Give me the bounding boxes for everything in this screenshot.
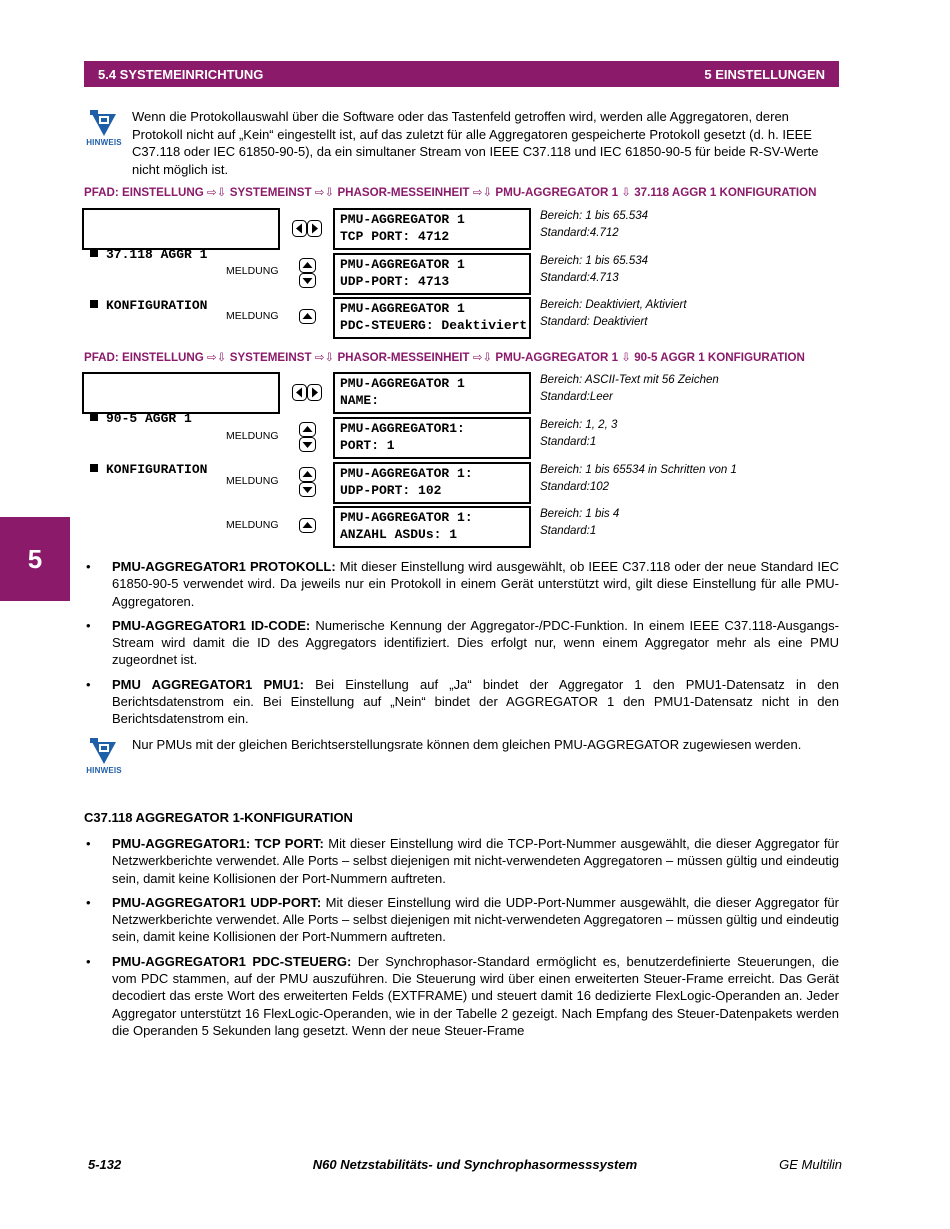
setting-line: TCP PORT: 4712 <box>340 229 450 244</box>
bullet-dot-icon: • <box>86 836 91 851</box>
setting-range <box>540 297 687 330</box>
setting-range <box>540 372 719 405</box>
setting-range <box>540 506 619 539</box>
note-block <box>84 108 839 178</box>
path-part: SYSTEMEINST <box>229 351 312 364</box>
setting-box <box>333 297 531 339</box>
setting-range <box>540 417 617 450</box>
path-part: SYSTEMEINST <box>229 186 312 199</box>
path-arrow-icon: ⇨⇩ <box>472 186 493 199</box>
menu-path <box>84 350 805 364</box>
default-text: Standard: Deaktiviert <box>540 315 648 328</box>
item-text: Bei Einstellung auf „Ja“ bindet der Aggregator 1 den PMU1-Datensatz in den Berichtsdatenstrom ein. Bei Einstellung auf „Nein“ bindet der AGGREGATOR 1 den PMU1-Datensatz nicht in den Berichtsdatenstrom ein. <box>112 676 839 727</box>
item-term: PMU-AGGREGATOR1 PDC-STEUERG: <box>112 953 352 969</box>
setting-range <box>540 462 737 495</box>
meldung-label: MELDUNG <box>226 310 279 322</box>
note-hand-icon <box>86 108 122 138</box>
setting-box <box>333 372 531 414</box>
item-text: Mit dieser Einstellung wird die TCP-Port-Nummer ausgewählt, die dieser Aggregator für Netzwerkberichte verwendet. Alle Ports – selbst diejenigen mit nicht-verwendeten Aggregatoren – müssen gültig und eindeutig sein, damit keine Kollisionen der Port-Nummern auftreten. <box>112 836 839 886</box>
setting-line: ANZAHL ASDUs: 1 <box>340 527 458 542</box>
default-text: Standard:102 <box>540 480 610 493</box>
bullet-dot-icon: • <box>86 894 91 910</box>
item-text: Der Synchrophasor-Standard ermöglicht es, benutzerdefinierte Steuerungen, die vom PDC stammen, auf der PMU auszuführen. Die Steuerung wird über einen erweiterten Steuer-Frame erreicht. Das Gerät decodiert das erste Wort des erweiterten Felds (EXTFRAME) und steuert damit 16 dedizierte FlexLogic-Operanden an. Jeder Aggregator unterstützt 16 FlexLogic-Operanden, wie in der Tabelle 2 gezeigt. Nach Empfang des Steuer-Datenpakets werden die Operanden 5 Sekunden lang gesetzt. Wenn der neue Steuer-Frame <box>112 953 839 1038</box>
path-part: PHASOR-MESSEINHEIT <box>337 351 470 364</box>
list-item <box>84 953 839 1039</box>
list-item <box>84 676 839 728</box>
bullet-dot-icon: • <box>86 953 91 969</box>
setting-line: PMU-AGGREGATOR 1: <box>340 466 473 481</box>
setting-line: PMU-AGGREGATOR 1 <box>340 376 465 391</box>
list-item <box>84 894 839 946</box>
setting-line: PDC-STEUERG: Deaktiviert <box>340 318 528 333</box>
setting-line: PMU-AGGREGATOR 1: <box>340 510 473 525</box>
setting-line: NAME: <box>340 393 380 408</box>
bullet-dot-icon: • <box>86 676 91 692</box>
path-part: PMU-AGGREGATOR 1 <box>495 186 619 199</box>
note-icon-wrap <box>84 108 124 147</box>
setting-box <box>333 417 531 459</box>
item-term: PMU-AGGREGATOR1 PROTOKOLL: <box>112 559 336 574</box>
menu-header-line: KONFIGURATION <box>106 462 208 477</box>
up-key-icon <box>299 518 316 533</box>
header-section: 5.4 SYSTEMEINRICHTUNG <box>98 66 264 82</box>
footer-brand: GE Multilin <box>779 1157 842 1172</box>
item-text: Mit dieser Einstellung wird die UDP-Port-Nummer ausgewählt, die dieser Aggregator für Netzwerkberichte verwendet. Alle Ports – selbst diejenigen mit nicht-verwendeten Aggregatoren – müssen gültig und eindeutig sein, damit keine Kollisionen der Port-Nummern auftreten. <box>112 894 839 945</box>
default-text: Standard:4.712 <box>540 226 619 239</box>
bullet-square-icon <box>90 249 98 257</box>
up-down-keys-icon <box>299 467 316 497</box>
path-arrow-icon: ⇨⇩ <box>314 186 335 199</box>
note-text: Nur PMUs mit der gleichen Berichtserstellungsrate können dem gleichen PMU-AGGREGATOR zugewiesen werden. <box>132 737 802 752</box>
setting-box <box>333 253 531 295</box>
path-part: PFAD: EINSTELLUNG <box>84 186 204 199</box>
menu-header-line: 37.118 AGGR 1 <box>106 247 208 262</box>
path-part: 90-5 AGGR 1 KONFIGURATION <box>634 351 805 364</box>
setting-line: PMU-AGGREGATOR 1 <box>340 212 465 227</box>
up-key-icon <box>299 309 316 324</box>
range-text: Bereich: 1 bis 65.534 <box>540 255 649 267</box>
path-part: 37.118 AGGR 1 KONFIGURATION <box>634 186 817 199</box>
range-text: Bereich: 1, 2, 3 <box>540 419 618 431</box>
item-term: PMU-AGGREGATOR1 UDP-PORT: <box>112 894 322 910</box>
bullet-dot-icon: • <box>86 617 91 633</box>
left-right-keys-icon <box>292 384 322 401</box>
path-arrow-icon: ⇩ <box>621 351 631 364</box>
setting-box <box>333 462 531 504</box>
up-down-keys-icon <box>299 258 316 288</box>
section-heading: C37.118 AGGREGATOR 1-KONFIGURATION <box>84 810 353 825</box>
list-item <box>84 558 839 610</box>
page-number: 5-132 <box>88 1157 122 1172</box>
meldung-label: MELDUNG <box>226 519 279 531</box>
setting-box <box>333 506 531 548</box>
menu-header-line: KONFIGURATION <box>106 298 208 313</box>
range-text: Bereich: 1 bis 65.534 <box>540 210 649 222</box>
list-item <box>84 617 839 669</box>
meldung-label: MELDUNG <box>226 265 279 277</box>
setting-line: UDP-PORT: 102 <box>340 483 442 498</box>
item-term: PMU AGGREGATOR1 PMU1: <box>112 676 304 692</box>
footer-title: N60 Netzstabilitäts- und Synchrophasormesssystem <box>312 1157 638 1172</box>
setting-line: PMU-AGGREGATOR1: <box>340 421 465 436</box>
menu-path <box>84 185 817 199</box>
bullet-list <box>84 835 839 1046</box>
running-header <box>84 61 839 87</box>
range-text: Bereich: Deaktiviert, Aktiviert <box>540 299 687 311</box>
menu-header-line: 90-5 AGGR 1 <box>106 411 192 426</box>
path-part: PFAD: EINSTELLUNG <box>84 351 204 364</box>
up-down-keys-icon <box>299 422 316 452</box>
note-icon-label: HINWEIS <box>86 766 122 775</box>
default-text: Standard:Leer <box>540 390 613 403</box>
bullet-list <box>84 558 839 735</box>
path-part: PMU-AGGREGATOR 1 <box>495 351 619 364</box>
setting-line: PMU-AGGREGATOR 1 <box>340 301 465 316</box>
meldung-label: MELDUNG <box>226 430 279 442</box>
path-arrow-icon: ⇩ <box>621 186 631 199</box>
bullet-square-icon <box>90 300 98 308</box>
setting-line: PMU-AGGREGATOR 1 <box>340 257 465 272</box>
path-part: PHASOR-MESSEINHEIT <box>337 186 470 199</box>
item-text: Numerische Kennung der Aggregator-/PDC-Funktion. In einem IEEE C37.118-Ausgangs-Stream wird damit die ID des Aggregators identifiziert. Dies erfolgt nur, wenn einem Aggregator mehr als eine PMU zugeordnet ist. <box>112 617 839 668</box>
left-right-keys-icon <box>292 220 322 237</box>
item-term: PMU-AGGREGATOR1 ID-CODE: <box>112 617 311 633</box>
range-text: Bereich: 1 bis 4 <box>540 508 620 520</box>
item-text: Mit dieser Einstellung wird ausgewählt, ob IEEE C37.118 oder der neue Standard IEC 61850-90-5 verwendet wird. Da jeweils nur ein Protokoll in einem Gerät unterstützt wird, gilt diese Einstellung für alle PMU-Aggregatoren. <box>112 559 840 609</box>
setting-box <box>333 208 531 250</box>
meldung-label: MELDUNG <box>226 475 279 487</box>
setting-range <box>540 208 648 241</box>
setting-line: PORT: 1 <box>340 438 395 453</box>
note-icon-wrap <box>84 736 124 775</box>
default-text: Standard:1 <box>540 524 597 537</box>
note-block <box>84 736 839 775</box>
setting-line: UDP-PORT: 4713 <box>340 274 450 289</box>
bullet-square-icon <box>90 464 98 472</box>
chapter-tab: 5 <box>0 517 70 601</box>
note-hand-icon <box>86 736 122 766</box>
path-arrow-icon: ⇨⇩ <box>314 351 335 364</box>
path-arrow-icon: ⇨⇩ <box>207 186 227 199</box>
list-item <box>84 835 839 887</box>
item-term: PMU-AGGREGATOR1: TCP PORT: <box>112 836 324 851</box>
range-text: Bereich: ASCII-Text mit 56 Zeichen <box>540 374 719 386</box>
range-text: Bereich: 1 bis 65534 in Schritten von 1 <box>540 464 737 476</box>
bullet-dot-icon: • <box>86 559 91 574</box>
note-icon-label: HINWEIS <box>86 138 122 147</box>
default-text: Standard:1 <box>540 435 597 448</box>
header-chapter: 5 EINSTELLUNGEN <box>704 66 825 82</box>
path-arrow-icon: ⇨⇩ <box>207 351 227 364</box>
note-text: Wenn die Protokollauswahl über die Software oder das Tastenfeld getroffen wird, werden alle Aggregatoren, deren Protokoll nicht auf „Kein“ eingestellt ist, auf das zuletzt für alle Aggregatoren gespeicherte Protokoll gesetzt (d. h. IEEE C37.118 oder IEC 61850-90-5), da ein simultaner Stream von IEEE C37.118 und IEC 61850-90-5 für beide R-SV-Werte nicht möglich ist. <box>132 109 819 177</box>
default-text: Standard:4.713 <box>540 271 619 284</box>
bullet-square-icon <box>90 413 98 421</box>
path-arrow-icon: ⇨⇩ <box>472 351 493 364</box>
setting-range <box>540 253 648 286</box>
